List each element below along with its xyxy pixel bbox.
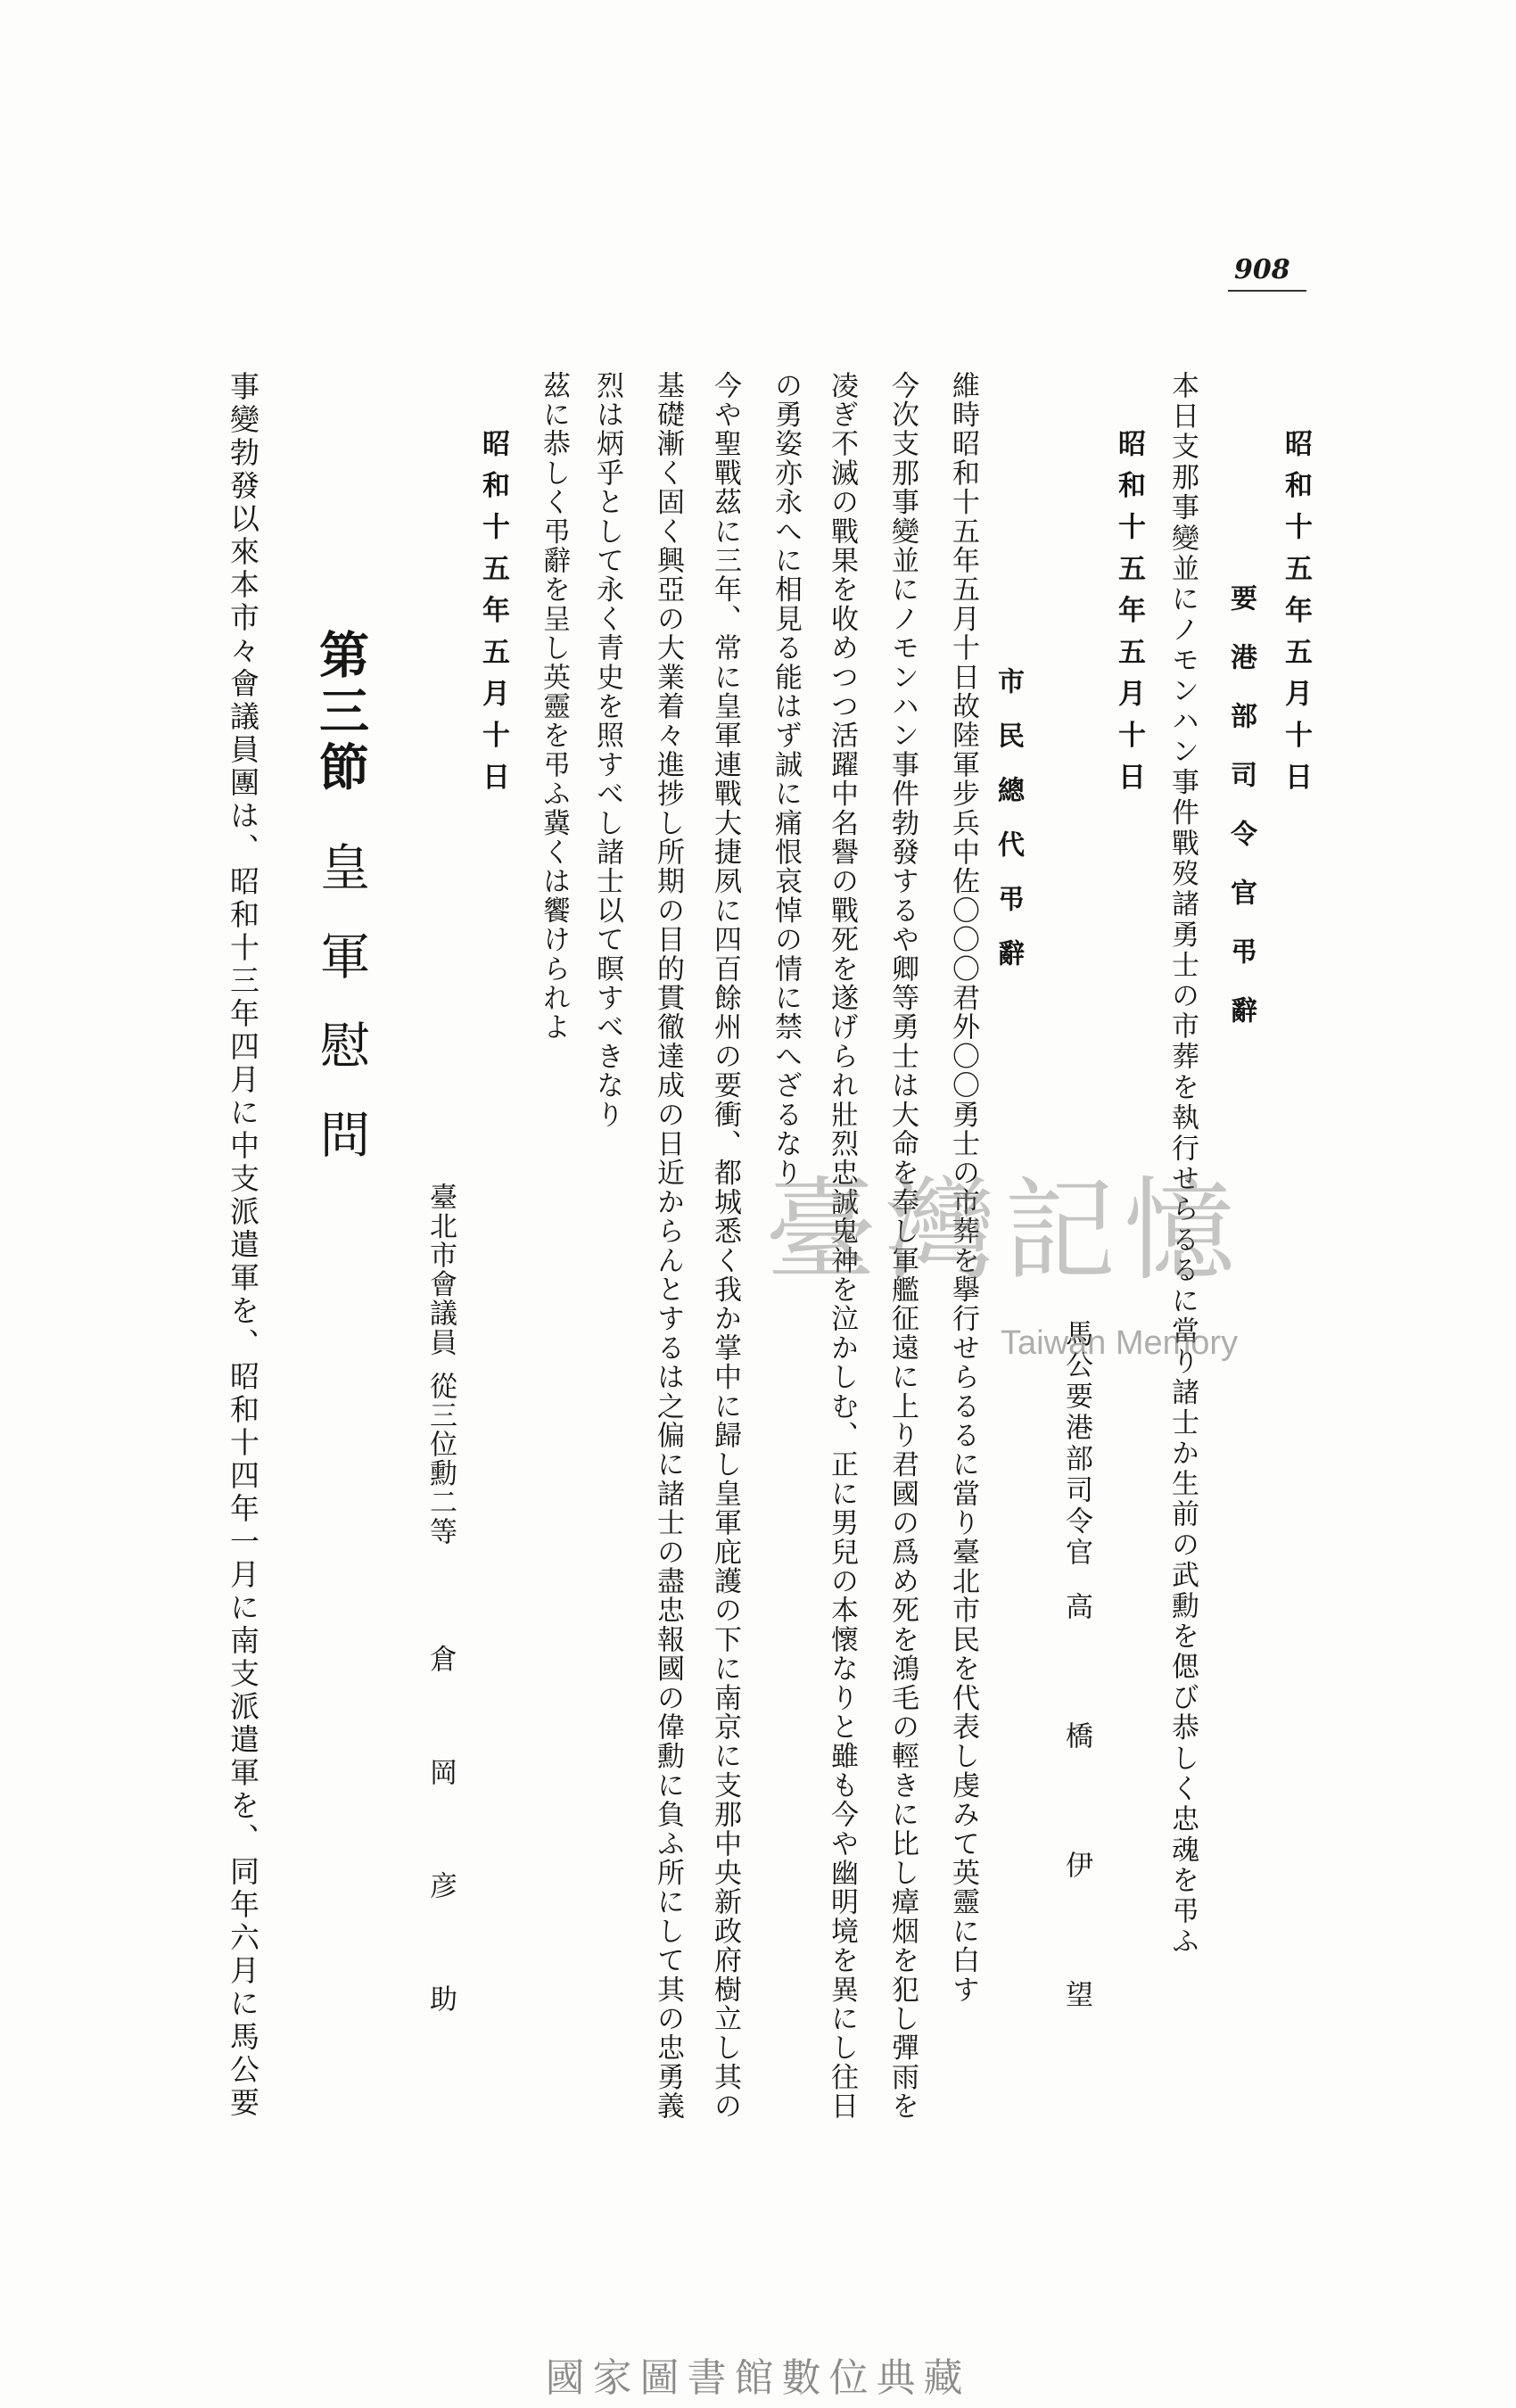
section-number: 第三節: [311, 629, 370, 797]
naval-condolence-date: 昭和十五年五月十日: [1113, 429, 1145, 804]
naval-condolence-body: 本日支那事變並にノモンハン事件戰歿諸勇士の市葬を執行せらるるに當り諸士か生前の武勳を偲び恭しく忠魂を弔ふ: [1166, 371, 1199, 1958]
naval-signatory-name: 高橋伊望: [1060, 1592, 1092, 2109]
citizens-body-line: 今次支那事變並にノモンハン事件勃發するや卿等勇士は大命を奉し軍艦征遠に上り君國の爲め死を鴻毛の輕きに比し瘴烟を犯し彈雨を: [886, 371, 919, 2121]
citizens-body-line: 茲に恭しく弔辭を呈し英靈を弔ふ冀くは饗けられよ: [538, 371, 570, 1043]
citizens-body-line: 今や聖戰茲に三年、常に皇軍連戰大捷夙に四百餘州の要衝、都城悉く我か掌中に歸し皇軍庇護の下に南京に支那中央新政府樹立し其の: [709, 371, 741, 2121]
watermark-logo: 臺灣記憶: [765, 1167, 1243, 1296]
page-number-rule: [1228, 290, 1306, 292]
section-body: 事變勃發以來本市々會議員團は、昭和十三年四月に中支派遣軍を、昭和十四年一月に南支派遣軍を、同年六月に馬公要: [226, 371, 260, 2120]
citizens-signatory-rank: 從三位勳二等: [424, 1372, 457, 1546]
preceding-date: 昭和十五年五月十日: [1280, 429, 1312, 804]
page-number: 908: [1234, 254, 1290, 285]
citizens-body-line: の勇姿亦永へに相見る能はず誠に痛恨哀悼の情に禁へざるなり: [770, 371, 802, 1188]
citizens-signatory-name: 倉岡彦助: [424, 1645, 457, 2098]
archive-footer: 國家圖書館數位典藏: [545, 2355, 971, 2401]
citizens-body-line: 凌ぎ不滅の戰果を收めつつ活躍中名譽の戰死を遂げられ壯烈忠誠鬼神を泣かしむ、正に男兒の本懷なりと雖も今や幽明境を異にし往日: [826, 371, 858, 2121]
citizens-condolence-title: 市民總代弔辭: [993, 667, 1024, 994]
citizens-body-line: 維時昭和十五年五月十日故陸軍步兵中佐〇〇〇君外〇〇勇士の市葬を擧行せらるるに當り臺北市民を代表し虔みて英靈に白す: [947, 371, 979, 2005]
citizens-condolence-date: 昭和十五年五月十日: [477, 429, 509, 804]
section-title: 皇軍慰問: [312, 841, 370, 1198]
watermark-logo-en: Taiwan Memory: [1001, 1324, 1239, 1362]
citizens-body-line: 烈は炳乎として永く青史を照すべし諸士以て瞑すべきなり: [591, 371, 623, 1130]
citizens-signatory-title: 臺北市會議員: [424, 1183, 457, 1357]
citizens-body-line: 基礎漸く固く興亞の大業着々進捗し所期の目的貫徹達成の日近からんとするは之偏に諸士の盡忠報國の偉勳に負ふ所にして其の忠勇義: [652, 371, 684, 2121]
naval-condolence-title: 要港部司令官弔辭: [1225, 584, 1256, 1055]
naval-signatory-title: 馬公要港部司令官: [1060, 1319, 1092, 1569]
